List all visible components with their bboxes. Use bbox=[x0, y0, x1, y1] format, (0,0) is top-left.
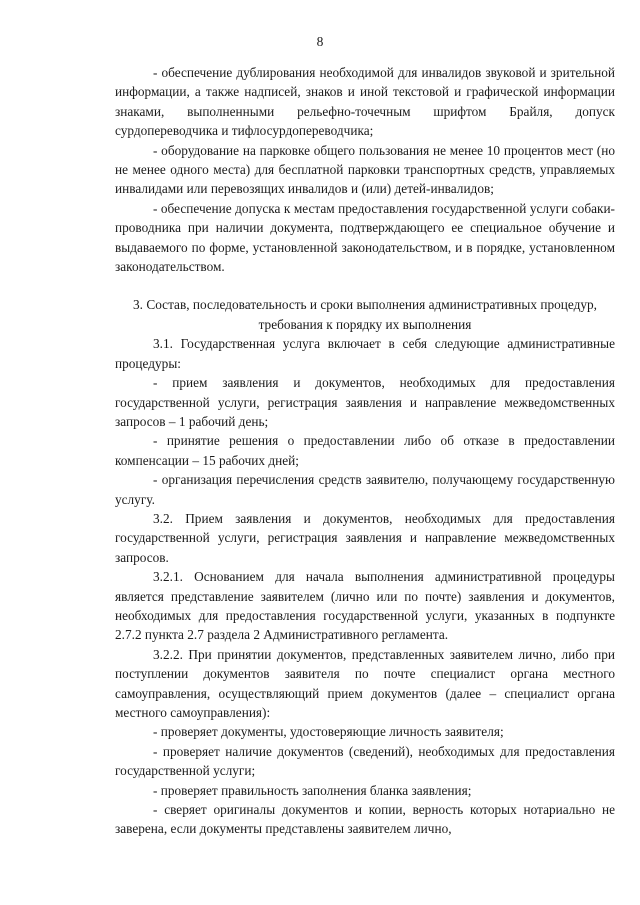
paragraph-3-2-1: 3.2.1. Основанием для начала выполнения административной процедуры является представление заявителем (лично или по почте) заявления и документов, необходимых для предоставления государственной услуги, указанных в подпункте 2.7.2 пункта 2.7 раздела 2 Административного регламента. bbox=[115, 569, 615, 643]
list-item-check-identity: - проверяет документы, удостоверяющие личность заявителя; bbox=[153, 724, 504, 740]
paragraph-parking: - оборудование на парковке общего пользования не менее 10 процентов мест (но не менее одного места) для бесплатной парковки транспортных средств, управляемых инвалидами или перевозящих инвалидов и (или) детей-инвалидов; bbox=[115, 142, 615, 197]
list-item-transfer: - организация перечисления средств заявителю, получающему государственную услугу. bbox=[115, 472, 615, 507]
list-item-check-documents: - проверяет наличие документов (сведений), необходимых для предоставления государственной услуги; bbox=[115, 743, 615, 779]
document-body bbox=[115, 63, 615, 839]
list-item-reception: - прием заявления и документов, необходимых для предоставления государственной услуги, регистрация заявления и направление межведомственных запросов – 1 рабочий день; bbox=[115, 375, 615, 429]
paragraph-3-2: 3.2. Прием заявления и документов, необходимых для предоставления государственной услуги, регистрация заявления и направление межведомственных запросов. bbox=[115, 510, 615, 565]
paragraph-3-1: 3.1. Государственная услуга включает в себя следующие административные процедуры: bbox=[115, 336, 615, 371]
section-heading: 3. Состав, последовательность и сроки выполнения административных процедур, требования к порядку их выполнения bbox=[133, 297, 597, 332]
page-number: 8 bbox=[316, 34, 324, 49]
list-item-decision: - принятие решения о предоставлении либо об отказе в предоставлении компенсации – 15 рабочих дней; bbox=[115, 433, 615, 468]
list-item-check-form: - проверяет правильность заполнения бланка заявления; bbox=[153, 782, 472, 798]
paragraph-guide-dog: - обеспечение допуска к местам предоставления государственной услуги собаки-проводника при наличии документа, подтверждающего ее специальное обучение и выдаваемого по форме, установленной законодательством, и в порядке, установленном законодательством. bbox=[115, 200, 615, 275]
paragraph-3-2-2: 3.2.2. При принятии документов, представленных заявителем лично, либо при поступлении документов заявителя по почте специалист органа местного самоуправления, осуществляющий прием документов (далее – специалист органа местного самоуправления): bbox=[115, 646, 615, 720]
list-item-verify-copies: - сверяет оригиналы документов и копии, верность которых нотариально не заверена, если документы представлены заявителем лично, bbox=[115, 802, 615, 837]
paragraph-braille-duplication: - обеспечение дублирования необходимой для инвалидов звуковой и зрительной информации, а также надписей, знаков и иной текстовой и графической информации знаками, выполненными рельефно-точечным шрифтом Брайля, допуск сурдопереводчика и тифлосурдопереводчика; bbox=[115, 65, 615, 139]
